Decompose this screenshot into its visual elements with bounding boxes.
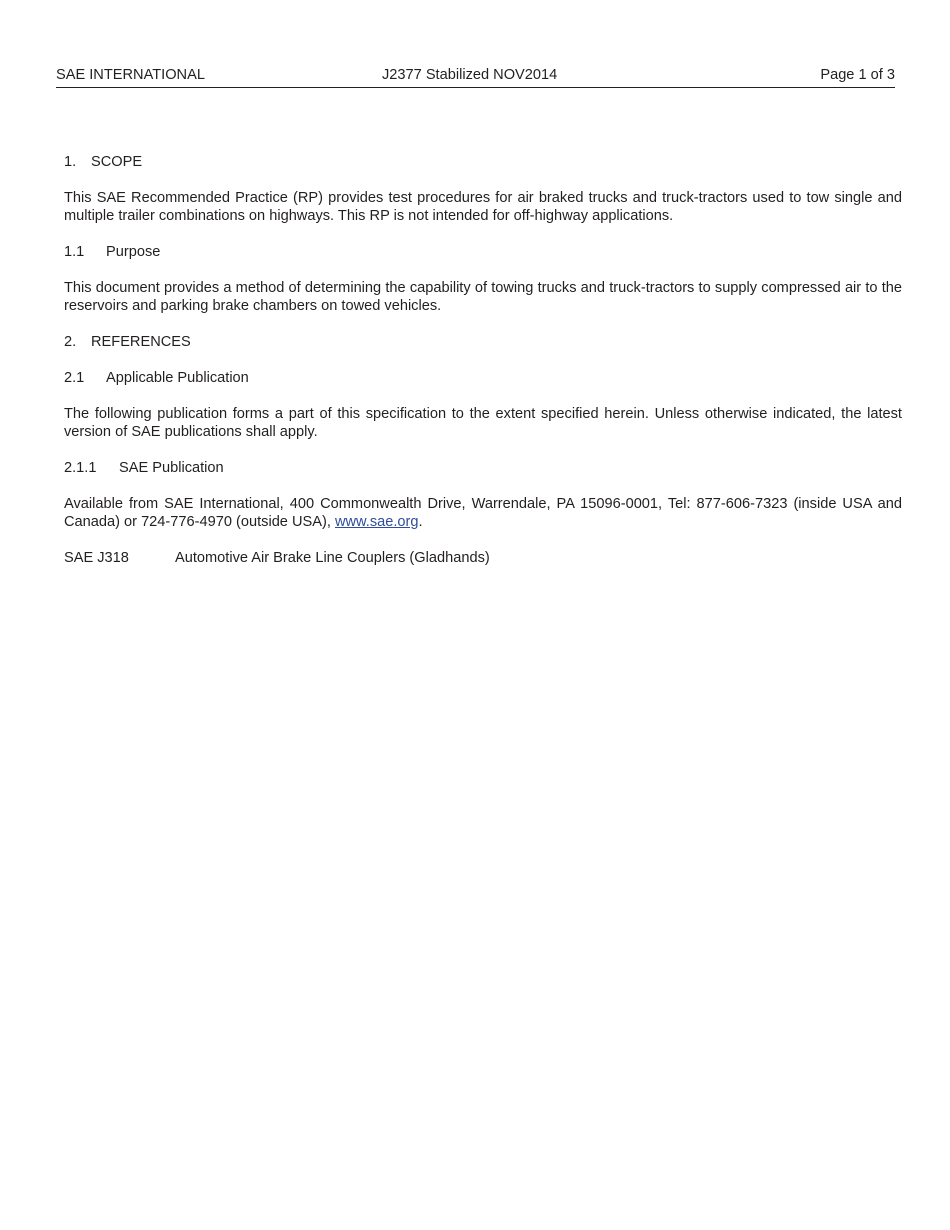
section-title: SCOPE [91,154,143,170]
availability-text-end: . [418,514,423,530]
scope-paragraph: This SAE Recommended Practice (RP) provides test procedures for air braked trucks and truck-tractors used to tow single and multiple trailer combinations on highways. This RP is not intended for off-highway applications. [64,190,902,224]
sae-publication-paragraph [64,495,902,531]
section-heading-scope [64,153,902,171]
document-body [64,153,902,567]
reference-list-item [64,549,902,567]
header-organization: SAE INTERNATIONAL [56,67,205,83]
section-heading-purpose [64,243,902,261]
section-heading-sae-publication [64,459,902,477]
section-number: 2.1 [64,370,85,386]
header-document-id: J2377 Stabilized NOV2014 [382,67,558,83]
availability-text: Available from SAE International, 400 Commonwealth Drive, Warrendale, PA 15096-0001, Tel: 877-606-7323 (inside USA and Canada) or 724-776-4970 (outside USA), [64,496,902,530]
reference-title: Automotive Air Brake Line Couplers (Gladhands) [175,550,490,566]
page-header [56,66,895,88]
section-number: 1.1 [64,244,85,260]
section-heading-references [64,333,902,351]
section-number: 2. [64,334,77,350]
header-page-indicator: Page 1 of 3 [820,67,895,83]
section-heading-applicable-publication [64,369,902,387]
section-title: Purpose [106,244,161,260]
reference-code: SAE J318 [64,550,129,566]
section-number: 2.1.1 [64,460,97,476]
section-title: Applicable Publication [106,370,249,386]
applicable-publication-paragraph: The following publication forms a part of this specification to the extent specified herein. Unless otherwise indicated, the latest version of SAE publications shall apply. [64,406,902,440]
purpose-paragraph: This document provides a method of determining the capability of towing trucks and truck-tractors to supply compressed air to the reservoirs and parking brake chambers on towed vehicles. [64,280,902,314]
sae-website-link[interactable]: www.sae.org [334,514,419,530]
section-title: REFERENCES [91,334,191,350]
section-title: SAE Publication [119,460,224,476]
section-number: 1. [64,154,77,170]
